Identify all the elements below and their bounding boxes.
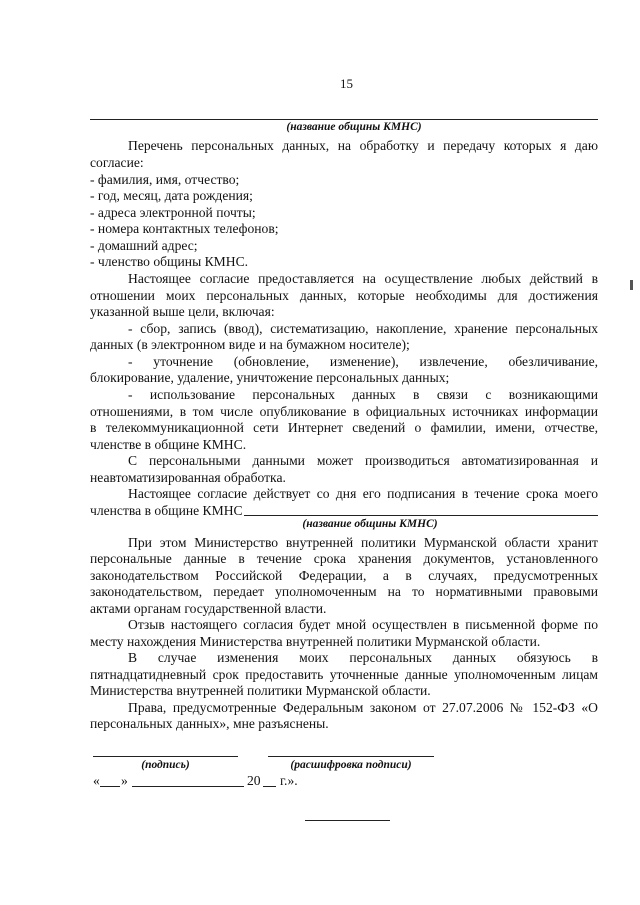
caption-signature: (подпись) <box>141 759 190 771</box>
date-day-blank <box>100 786 120 787</box>
text-line-21: неавтоматизированная обработка. <box>90 470 286 485</box>
text-line-1: Перечень персональных данных, на обработку и передачу которых я даю <box>128 138 598 153</box>
community-name-blank-line-2 <box>244 515 598 516</box>
text-line-31: В случае изменения моих персональных данных обязуюсь в <box>128 650 598 665</box>
signature-blank-line <box>93 756 238 757</box>
text-line-14: - уточнение (обновление, изменение), извлечение, обезличивание, <box>128 354 598 369</box>
text-line-26: законодательством Российской Федерации, а в случаях, предусмотренных <box>90 568 598 583</box>
caption-community-name-2: (название общины КМНС) <box>302 518 438 530</box>
text-line-9: Настоящее согласие предоставляется на осуществление любых действий в <box>128 271 598 286</box>
caption-community-name: (название общины КМНС) <box>286 121 422 133</box>
text-line-20: С персональными данными может производиться автоматизированная и <box>128 453 598 468</box>
end-separator-line <box>305 820 390 821</box>
text-line-18: в телекоммуникационной сети Интернет сведений о фамилии, имени, отчестве, <box>90 420 598 435</box>
date-close-quote: » <box>121 773 128 788</box>
date-open-quote: « <box>93 773 100 788</box>
text-line-13: данных (в электронном виде и на бумажном носителе); <box>90 337 410 352</box>
text-line-34: Права, предусмотренные Федеральным законом от 27.07.2006 № 152-ФЗ «О <box>128 700 598 715</box>
date-year-suffix: г.». <box>280 773 298 788</box>
list-item-membership: - членство общины КМНС. <box>90 254 249 269</box>
text-line-16: - использование персональных данных в связи с возникающими <box>128 387 598 402</box>
text-line-12: - сбор, запись (ввод), систематизацию, накопление, хранение персональных <box>128 321 598 336</box>
list-item-address: - домашний адрес; <box>90 238 198 253</box>
text-line-11: указанной выше цели, включая: <box>90 304 275 319</box>
text-line-24: При этом Министерство внутренней политики Мурманской области хранит <box>128 535 598 550</box>
signature-decode-blank-line <box>268 756 434 757</box>
text-line-27: законодательством, передает уполномоченным на то нормативными правовыми <box>90 584 598 599</box>
text-line-19: членстве в общине КМНС. <box>90 437 247 452</box>
date-year-blank <box>263 786 276 787</box>
caption-signature-decode: (расшифровка подписи) <box>290 759 412 771</box>
date-year-prefix: 20 <box>247 773 261 788</box>
text-line-23: членства в общине КМНС <box>90 503 243 518</box>
list-item-name: - фамилия, имя, отчество; <box>90 172 240 187</box>
list-item-birthdate: - год, месяц, дата рождения; <box>90 188 253 203</box>
text-line-35: персональных данных», мне разъяснены. <box>90 716 329 731</box>
text-line-25: персональные данные в течение срока хранения документов, установленного <box>90 551 598 566</box>
text-line-2: согласие: <box>90 155 144 170</box>
list-item-email: - адреса электронной почты; <box>90 205 256 220</box>
text-line-15: блокирование, удаление, уничтожение персональных данных; <box>90 370 450 385</box>
text-line-10: отношении моих персональных данных, которые необходимы для достижения <box>90 288 598 303</box>
text-line-33: Министерства внутренней политики Мурманской области. <box>90 683 431 698</box>
text-line-22: Настоящее согласие действует со дня его подписания в течение срока моего <box>128 486 598 501</box>
text-line-17: отношениями, в том числе опубликование в официальных источниках информации <box>90 404 598 419</box>
text-line-29: Отзыв настоящего согласия будет мной осуществлен в письменной форме по <box>128 617 598 632</box>
scan-margin-mark <box>630 280 633 290</box>
date-month-blank <box>132 786 244 787</box>
text-line-32: пятнадцатидневный срок предоставить уточненные данные уполномоченным лицам <box>90 667 598 682</box>
page-number: 15 <box>340 76 353 91</box>
text-line-30: месту нахождения Министерства внутренней политики Мурманской области. <box>90 634 541 649</box>
text-line-28: актами органам государственной власти. <box>90 601 327 616</box>
list-item-phones: - номера контактных телефонов; <box>90 221 279 236</box>
